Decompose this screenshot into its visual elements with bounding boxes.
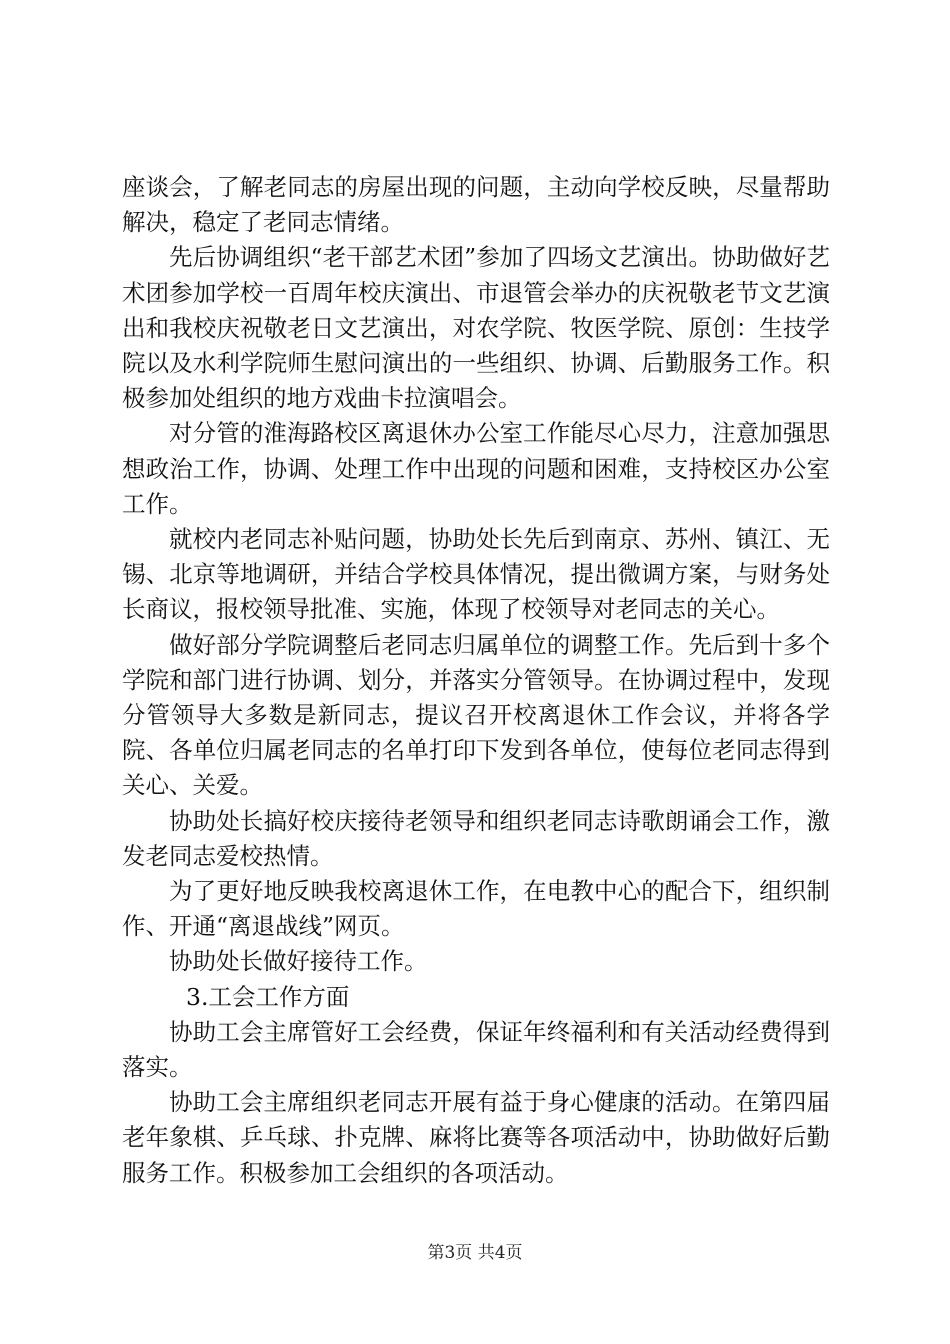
section-heading-union: 3.工会工作方面 — [186, 982, 350, 1011]
paragraph-reception: 协助处长做好接待工作。 — [169, 947, 428, 976]
page-number-footer: 第3页 共4页 — [427, 1243, 523, 1263]
paragraph-subsidy: 就校内老同志补贴问题，协助处长先后到南京、苏州、镇江、无锡、北京等地调研，并结合学校具体情况，提出微调方案，与财务处长商议，报校领导批准、实施，体现了校领导对老同志的关心。 — [122, 525, 830, 624]
document-body — [122, 170, 830, 1191]
paragraph-union-activities: 协助工会主席组织老同志开展有益于身心健康的活动。在第四届老年象棋、乒乓球、扑克牌、麻将比赛等各项活动中，协助做好后勤服务工作。积极参加工会组织的各项活动。 — [122, 1088, 830, 1187]
paragraph-anniversary: 协助处长搞好校庆接待老领导和组织老同志诗歌朗诵会工作，激发老同志爱校热情。 — [122, 806, 830, 870]
paragraph-huaihai-campus: 对分管的淮海路校区离退休办公室工作能尽心尽力，注意加强思想政治工作，协调、处理工作中出现的问题和困难，支持校区办公室工作。 — [122, 419, 830, 518]
paragraph-art-troupe: 先后协调组织“老干部艺术团”参加了四场文艺演出。协助做好艺术团参加学校一百周年校庆演出、市退管会举办的庆祝敬老节文艺演出和我校庆祝敬老日文艺演出，对农学院、牧医学院、原创：生技学院以及水利学院师生慰问演出的一些组织、协调、后勤服务工作。积极参加处组织的地方戏曲卡拉演唱会。 — [122, 243, 830, 413]
paragraph-webpage: 为了更好地反映我校离退休工作，在电教中心的配合下，组织制作、开通“离退战线”网页。 — [122, 877, 830, 941]
paragraph-unit-adjustment: 做好部分学院调整后老同志归属单位的调整工作。先后到十多个学院和部门进行协调、划分，并落实分管领导。在协调过程中，发现分管领导大多数是新同志，提议召开校离退休工作会议，并将各学院、各单位归属老同志的名单打印下发到各单位，使每位老同志得到关心、关爱。 — [122, 630, 830, 800]
paragraph-union-funds: 协助工会主席管好工会经费，保证年终福利和有关活动经费得到落实。 — [122, 1017, 830, 1082]
paragraph-continuation: 座谈会，了解老同志的房屋出现的问题，主动向学校反映，尽量帮助解决，稳定了老同志情绪。 — [122, 173, 830, 237]
